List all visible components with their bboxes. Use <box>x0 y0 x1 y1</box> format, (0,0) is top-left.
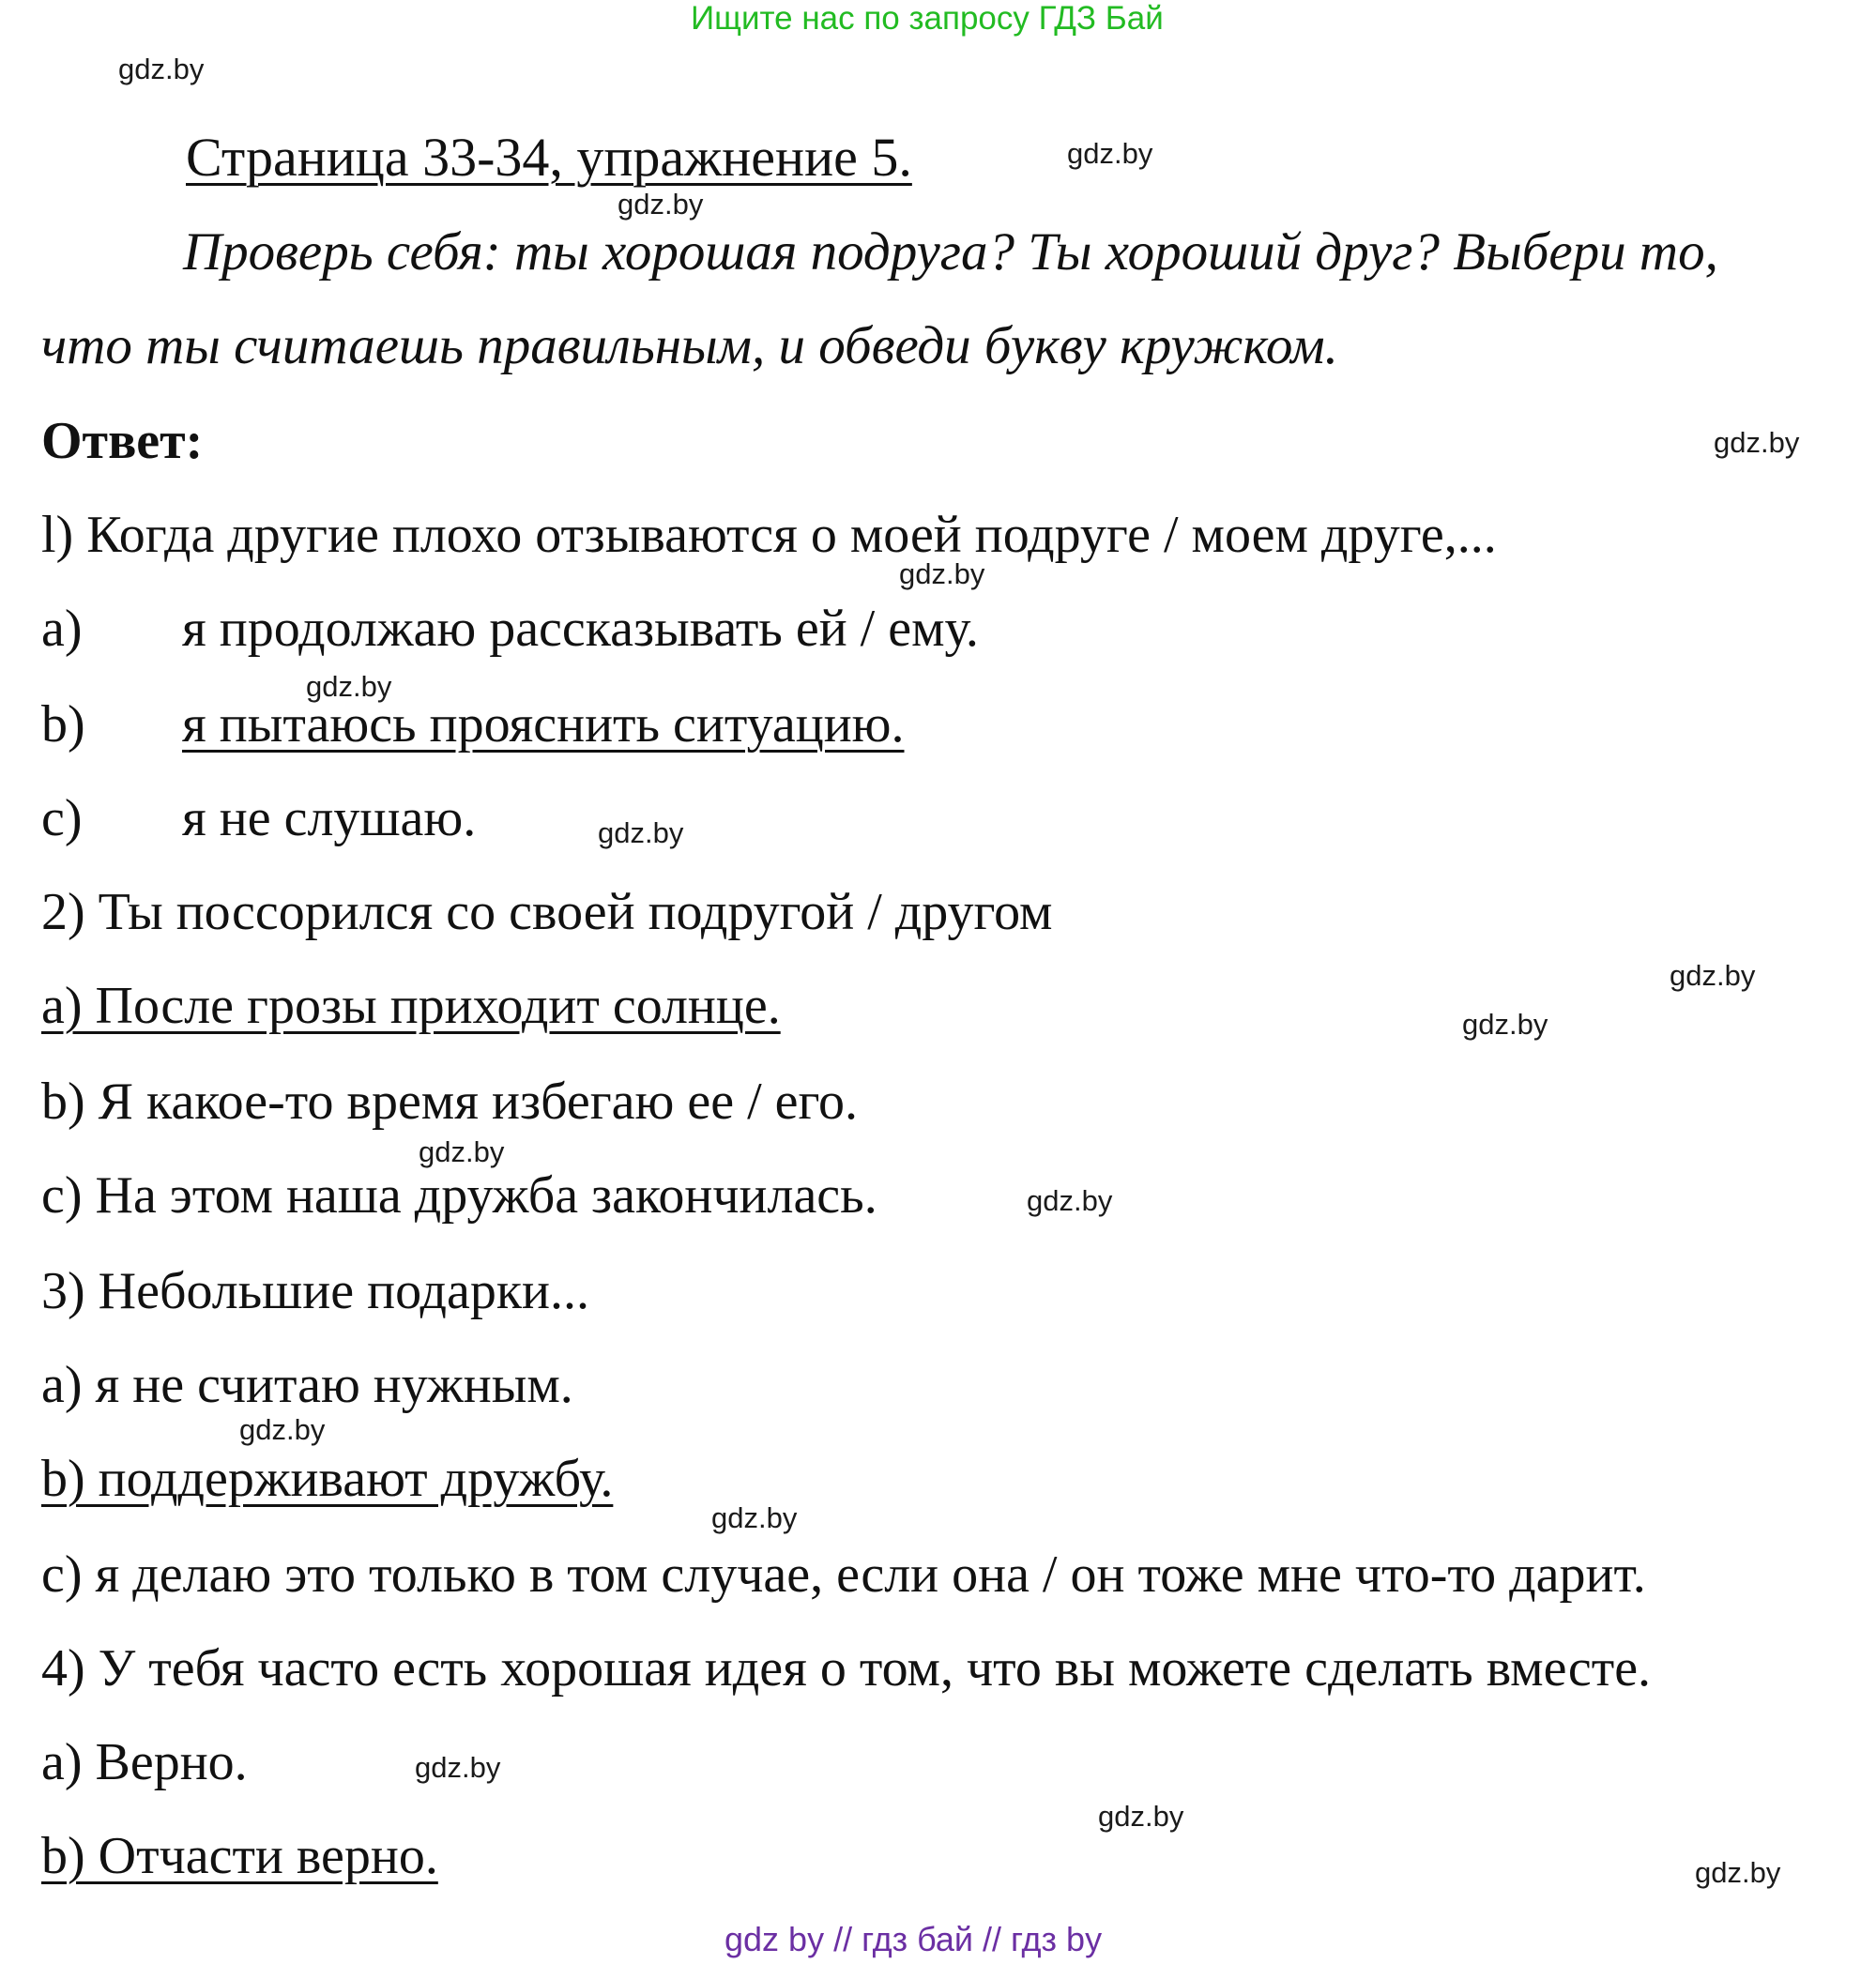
question-3: 3) Небольшие подарки... <box>41 1262 590 1320</box>
footer-links: gdz by // гдз бай // гдз by <box>724 1920 1103 1958</box>
q1-option-b <box>41 694 905 754</box>
watermark: gdz.by <box>1695 1856 1781 1889</box>
watermark: gdz.by <box>618 188 704 221</box>
q1-option-b-text: я пытаюсь прояснить ситуацию. <box>182 695 905 754</box>
q2-option-c: c) На этом наша дружба закончилась. <box>41 1166 877 1225</box>
q3-option-a: a) я не считаю нужным. <box>41 1356 573 1414</box>
watermark: gdz.by <box>1670 959 1756 992</box>
q1-option-a-text: я продолжаю рассказывать ей / ему. <box>182 600 979 658</box>
q1-option-b-marker: b) <box>41 695 85 754</box>
watermark: gdz.by <box>1714 426 1800 459</box>
q3-option-b: b) поддерживают дружбу. <box>41 1450 614 1508</box>
question-2: 2) Ты поссорился со своей подругой / другом <box>41 883 1053 941</box>
watermark: gdz.by <box>899 557 985 590</box>
task-line-1: Проверь себя: ты хорошая подруга? Ты хороший друг? Выбери то, <box>183 222 1718 282</box>
watermark: gdz.by <box>306 670 392 703</box>
question-4: 4) У тебя часто есть хорошая идея о том, что вы можете сделать вместе. <box>41 1639 1652 1698</box>
question-1: l) Когда другие плохо отзываются о моей подруге / моем друге,... <box>41 506 1497 564</box>
watermark: gdz.by <box>598 816 684 849</box>
watermark: gdz.by <box>415 1751 501 1784</box>
q3-option-c: c) я делаю это только в том случае, если она / он тоже мне что-то дарит. <box>41 1545 1646 1604</box>
q1-option-a-marker: a) <box>41 600 83 658</box>
watermark: gdz.by <box>239 1413 326 1446</box>
watermark: gdz.by <box>118 53 205 85</box>
q2-option-b: b) Я какое-то время избегаю ее / его. <box>41 1073 859 1131</box>
q1-option-c-text: я не слушаю. <box>182 789 477 847</box>
watermark: gdz.by <box>1462 1008 1548 1041</box>
q2-option-a: a) После грозы приходит солнце. <box>41 977 781 1035</box>
watermark: gdz.by <box>1067 137 1153 170</box>
q4-option-a: a) Верно. <box>41 1733 248 1791</box>
watermark: gdz.by <box>1027 1184 1113 1217</box>
top-banner: Ищите нас по запросу ГДЗ Бай <box>691 0 1164 37</box>
q1-option-c <box>41 788 476 848</box>
answer-label: Ответ: <box>41 412 204 470</box>
watermark: gdz.by <box>711 1501 798 1534</box>
q1-option-c-marker: c) <box>41 789 83 847</box>
q4-option-b: b) Отчасти верно. <box>41 1827 438 1885</box>
watermark: gdz.by <box>1098 1800 1184 1833</box>
page-title: Страница 33-34, упражнение 5. <box>186 127 912 188</box>
task-line-2: что ты считаешь правильным, и обведи букву кружком. <box>41 316 1338 375</box>
q1-option-a <box>41 599 979 659</box>
watermark: gdz.by <box>419 1135 505 1168</box>
